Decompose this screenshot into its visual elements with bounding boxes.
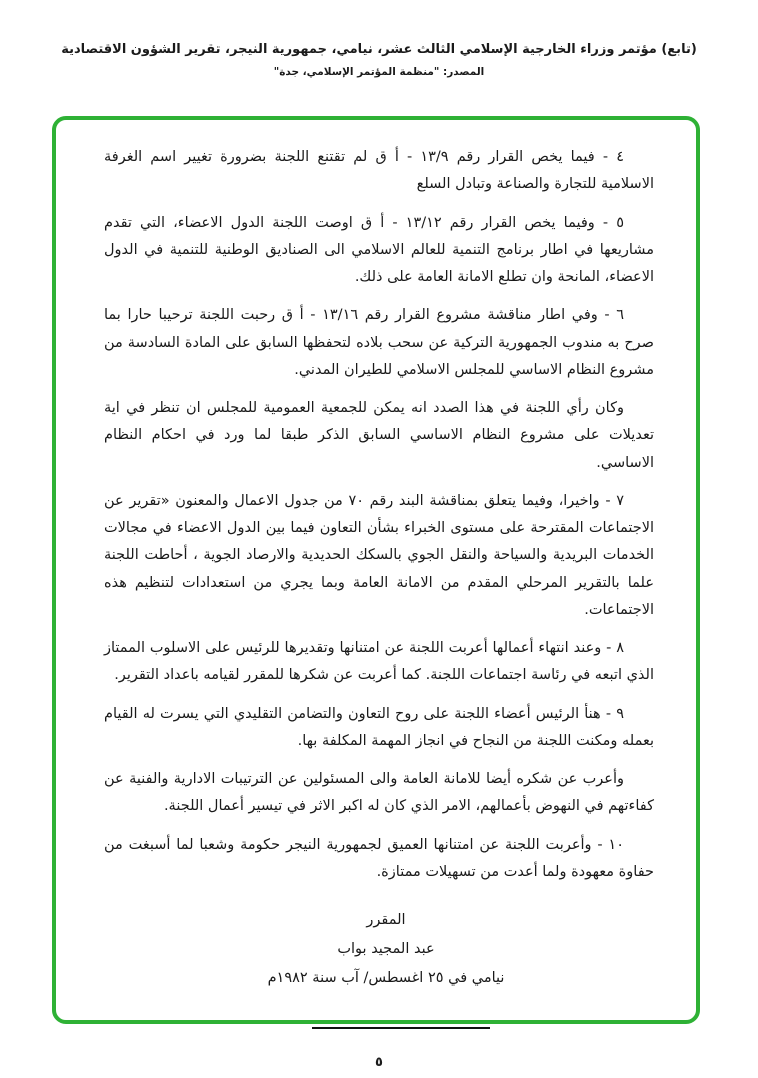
paragraph-5: ٥ - وفيما يخص القرار رقم ١٣/١٢ - أ ق اوصت اللجنة الدول الاعضاء، التي تقدم مشاريعها في اطار برنامج التنمية للعالم الاسلامي الى الصناديق الوطنية للتنمية في الدول الاعضاء، المانحة وان تطلع الامانة العامة على ذلك. xyxy=(104,214,654,285)
document-body xyxy=(56,120,696,1029)
paragraph-10: ١٠ - وأعربت اللجنة عن امتنانها العميق لجمهورية النيجر حكومة وشعبا لما أسبغت من حفاوة معهودة ولما أعدت من تسهيلات ممتازة. xyxy=(104,836,654,880)
page-footer xyxy=(0,1055,758,1070)
paragraph-6: ٦ - وفي اطار مناقشة مشروع القرار رقم ١٣/١٦ - أ ق رحبت اللجنة ترحيبا حارا بما صرح به مندوب الجمهورية التركية عن سحب بلاده لتحفظها السابق على المادة السادسة من مشروع النظام الاساسي للمجلس الاسلامي للطيران المدني. xyxy=(104,307,654,378)
page-header xyxy=(0,0,758,78)
paragraph-4: ٤ - فيما يخص القرار رقم ١٣/٩ - أ ق لم تقتنع اللجنة بضرورة تغيير اسم الغرفة الاسلامية للتجارة والصناعة وتبادل السلع xyxy=(104,149,654,193)
signature-block xyxy=(268,906,505,993)
paragraph-9: ٩ - هنأ الرئيس أعضاء اللجنة على روح التعاون والتضامن التقليدي التي يسرت له القيام بعمله ومكنت اللجنة من النجاح في انجاز المهمة المكلفة بها. xyxy=(104,705,654,749)
document-frame xyxy=(52,116,700,1024)
paragraph-7: ٧ - واخيرا، وفيما يتعلق بمناقشة البند رقم ٧٠ من جدول الاعمال والمعنون «تقرير عن الاجتماعات المقترحة على مستوى الخبراء بشأن التعاون فيما بين الدول الاعضاء في مجالات الخدمات البريدية والسياحة والنقل الجوي بالسكك الحديدية والارصاد الجوية ، أحاطت اللجنة علما بالتقرير المرحلي المقدم من الامانة العامة وبما يجري من استعدادات لتنظيم هذه الاجتماعات. xyxy=(104,492,654,618)
paragraph-8: ٨ - وعند انتهاء أعمالها أعربت اللجنة عن امتنانها وتقديرها للرئيس على الاسلوب الممتاز الذي اتبعه في رئاسة اجتماعات اللجنة. كما أعربت عن شكرها للمقرر لقيامه باعداد التقرير. xyxy=(104,640,654,684)
signature-date: نيامي في ٢٥ اغسطس/ آب سنة ١٩٨٢م xyxy=(267,970,505,986)
page-number: ٥ xyxy=(375,1055,383,1070)
signature-divider xyxy=(312,1027,490,1029)
paragraph-6-continuation: وكان رأي اللجنة في هذا الصدد انه يمكن للجمعية العمومية للمجلس ان تنظر في اية تعديلات على مشروع النظام الاساسي السابق الذكر طبقا لما ورد في احكام النظام الاساسي. xyxy=(104,400,654,471)
header-source: المصدر: "منظمة المؤتمر الإسلامي، جدة" xyxy=(273,66,485,78)
header-title: (تابع) مؤتمر وزراء الخارجية الإسلامي الثالث عشر، نيامي، جمهورية النيجر، تقرير الشؤون الاقتصادية xyxy=(61,42,697,57)
signature-name: عبد المجيد بواب xyxy=(337,941,435,957)
paragraph-9-continuation: وأعرب عن شكره أيضا للامانة العامة والى المسئولين عن الترتيبات الادارية والفنية عن كفاءتهم في النهوض بأعمالهم، الامر الذي كان له اكبر الاثر في تيسير أعمال اللجنة. xyxy=(104,771,654,815)
signature-title: المقرر xyxy=(366,912,406,928)
